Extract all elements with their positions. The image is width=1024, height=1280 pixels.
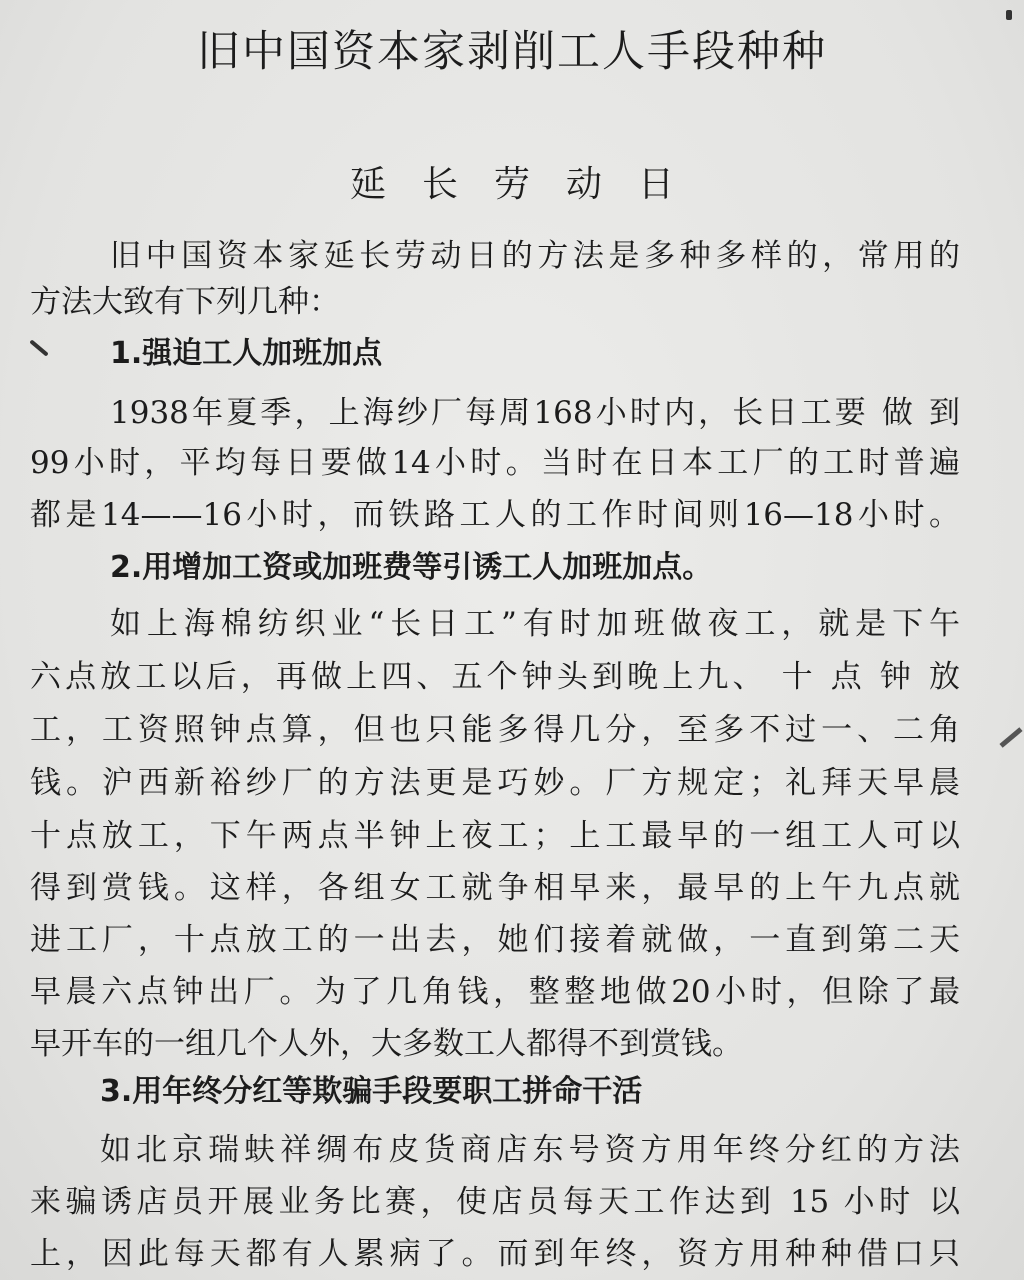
paragraph-line: 99小时，平均每日要做14小时。当时在日本工厂的工时普遍 [30, 445, 960, 481]
paragraph-line: 来骗诱店员开展业务比赛，使店员每天工作达到 15 小时 以 [30, 1184, 960, 1220]
paragraph-line: 十点放工，下午两点半钟上夜工；上工最早的一组工人可以 [30, 818, 960, 854]
paragraph-line: 工，工资照钟点算，但也只能多得几分，至多不过一、二角 [30, 712, 960, 748]
paragraph-line: 1938年夏季，上海纱厂每周168小时内，长日工要 做 到 [110, 395, 960, 431]
paragraph-line: 上，因此每天都有人累病了。而到年终，资方用种种借口只 [30, 1236, 960, 1272]
margin-pencil-mark [29, 339, 48, 356]
paragraph-line: 早开车的一组几个人外，大多数工人都得不到赏钱。 [30, 1026, 743, 1062]
paragraph-line: 进工厂，十点放工的一出去，她们接着就做，一直到第二天 [30, 922, 960, 958]
paragraph-line: 如上海棉纺织业“长日工”有时加班做夜工，就是下午 [110, 606, 960, 642]
list-heading-1: 1.强迫工人加班加点 [110, 336, 383, 371]
section-title: 延长劳动日 [349, 164, 710, 205]
paragraph-line: 钱。沪西新裕纱厂的方法更是巧妙。厂方规定；礼拜天早晨 [30, 765, 960, 801]
paragraph-line: 旧中国资本家延长劳动日的方法是多种多样的，常用的 [110, 238, 960, 274]
paragraph-line: 方法大致有下列几种： [30, 284, 340, 320]
paragraph-line: 都是14——16小时，而铁路工人的工作时间则16—18小时。 [30, 497, 960, 533]
list-heading-2: 2.用增加工资或加班费等引诱工人加班加点。 [110, 550, 713, 585]
paragraph-line: 得到赏钱。这样，各组女工就争相早来，最早的上午九点就 [30, 870, 960, 906]
document-title: 旧中国资本家剥削工人手段种种 [197, 27, 827, 77]
paragraph-line: 早晨六点钟出厂。为了几角钱，整整地做20小时，但除了最 [30, 974, 960, 1010]
edge-pencil-mark [999, 727, 1022, 748]
list-heading-3: 3.用年终分红等欺骗手段要职工拼命干活 [100, 1074, 643, 1109]
paragraph-line: 六点放工以后，再做上四、五个钟头到晚上九、 十 点 钟 放 [30, 659, 960, 695]
paragraph-line: 如北京瑞蚨祥绸布皮货商店东号资方用年终分红的方法 [100, 1132, 960, 1168]
